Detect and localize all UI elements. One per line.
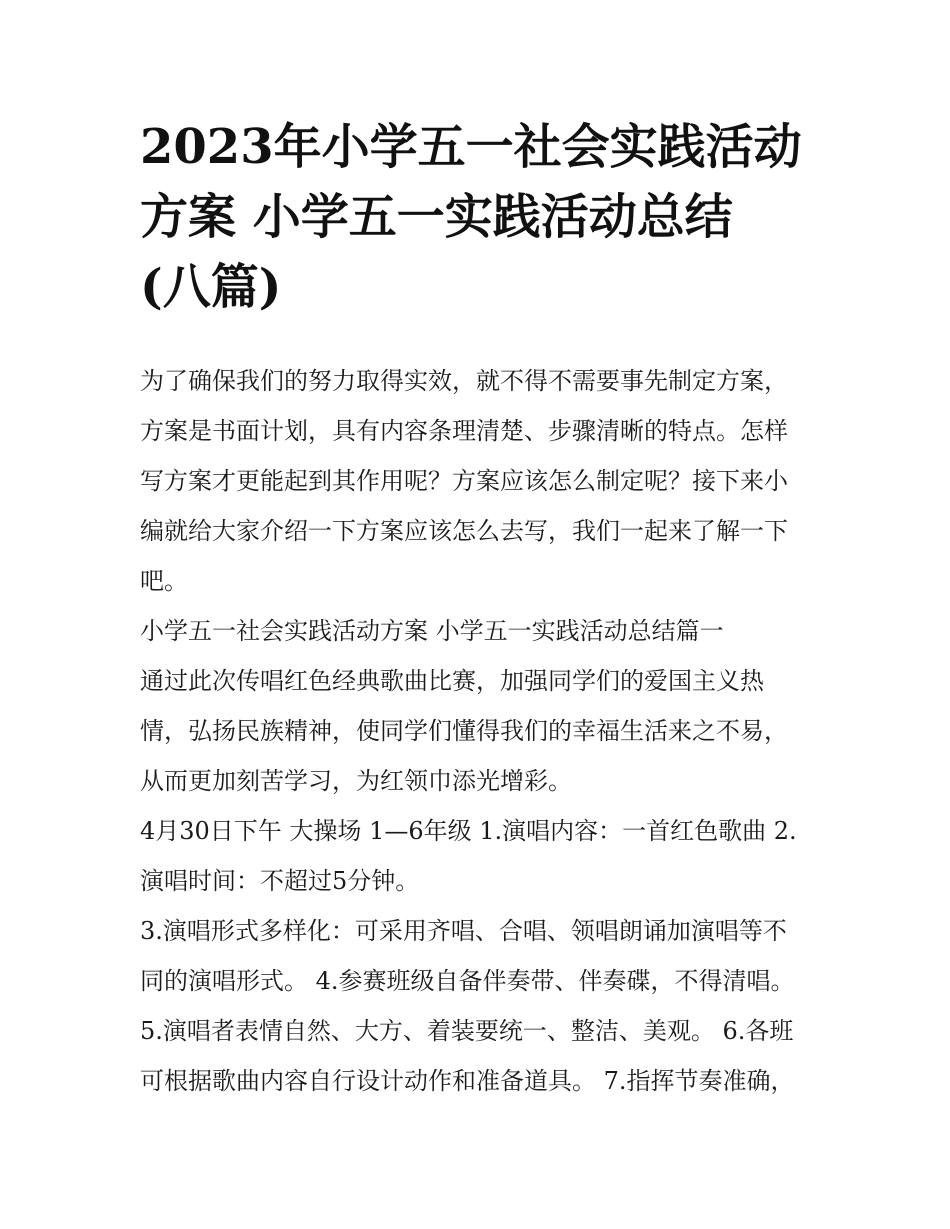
- text-line: 从而更加刻苦学习，为红领巾添光增彩。: [140, 767, 572, 795]
- intro-paragraph: [140, 356, 820, 606]
- section-heading: [140, 606, 820, 656]
- text-line: 可根据歌曲内容自行设计动作和准备道具。 7.指挥节奏准确，: [140, 1067, 795, 1095]
- document-body: [140, 356, 820, 1106]
- text-line: 3.演唱形式多样化：可采用齐唱、合唱、领唱朗诵加演唱等不: [140, 917, 787, 945]
- text-line: 演唱时间：不超过5分钟。: [140, 867, 420, 895]
- document-title: [140, 112, 830, 322]
- title-line: (八篇): [140, 259, 282, 315]
- title-line: 2023年小学五一社会实践活动: [140, 119, 802, 175]
- text-line: 情，弘扬民族精神，使同学们懂得我们的幸福生活来之不易，: [140, 717, 788, 745]
- title-line: 方案 小学五一实践活动总结: [140, 189, 733, 245]
- text-line: 方案是书面计划，具有内容条理清楚、步骤清晰的特点。怎样: [140, 417, 788, 445]
- text-line: 5.演唱者表情自然、大方、着装要统一、整洁、美观。 6.各班: [140, 1017, 794, 1045]
- text-line: 编就给大家介绍一下方案应该怎么去写，我们一起来了解一下: [140, 517, 788, 545]
- text-line: 写方案才更能起到其作用呢？方案应该怎么制定呢？接下来小: [140, 467, 788, 495]
- text-line: 通过此次传唱红色经典歌曲比赛，加强同学们的爱国主义热: [140, 667, 764, 695]
- text-line: 同的演唱形式。 4.参赛班级自备伴奏带、伴奏碟，不得清唱。: [140, 967, 795, 995]
- rules-paragraph: [140, 906, 820, 1106]
- text-line: 4月30日下午 大操场 1—6年级 1.演唱内容：一首红色歌曲 2.: [140, 817, 797, 845]
- purpose-paragraph: [140, 656, 820, 806]
- text-line: 吧。: [140, 567, 188, 595]
- section-heading-text: 小学五一社会实践活动方案 小学五一实践活动总结篇一: [140, 617, 724, 645]
- schedule-paragraph: [140, 806, 820, 906]
- text-line: 为了确保我们的努力取得实效，就不得不需要事先制定方案，: [140, 367, 788, 395]
